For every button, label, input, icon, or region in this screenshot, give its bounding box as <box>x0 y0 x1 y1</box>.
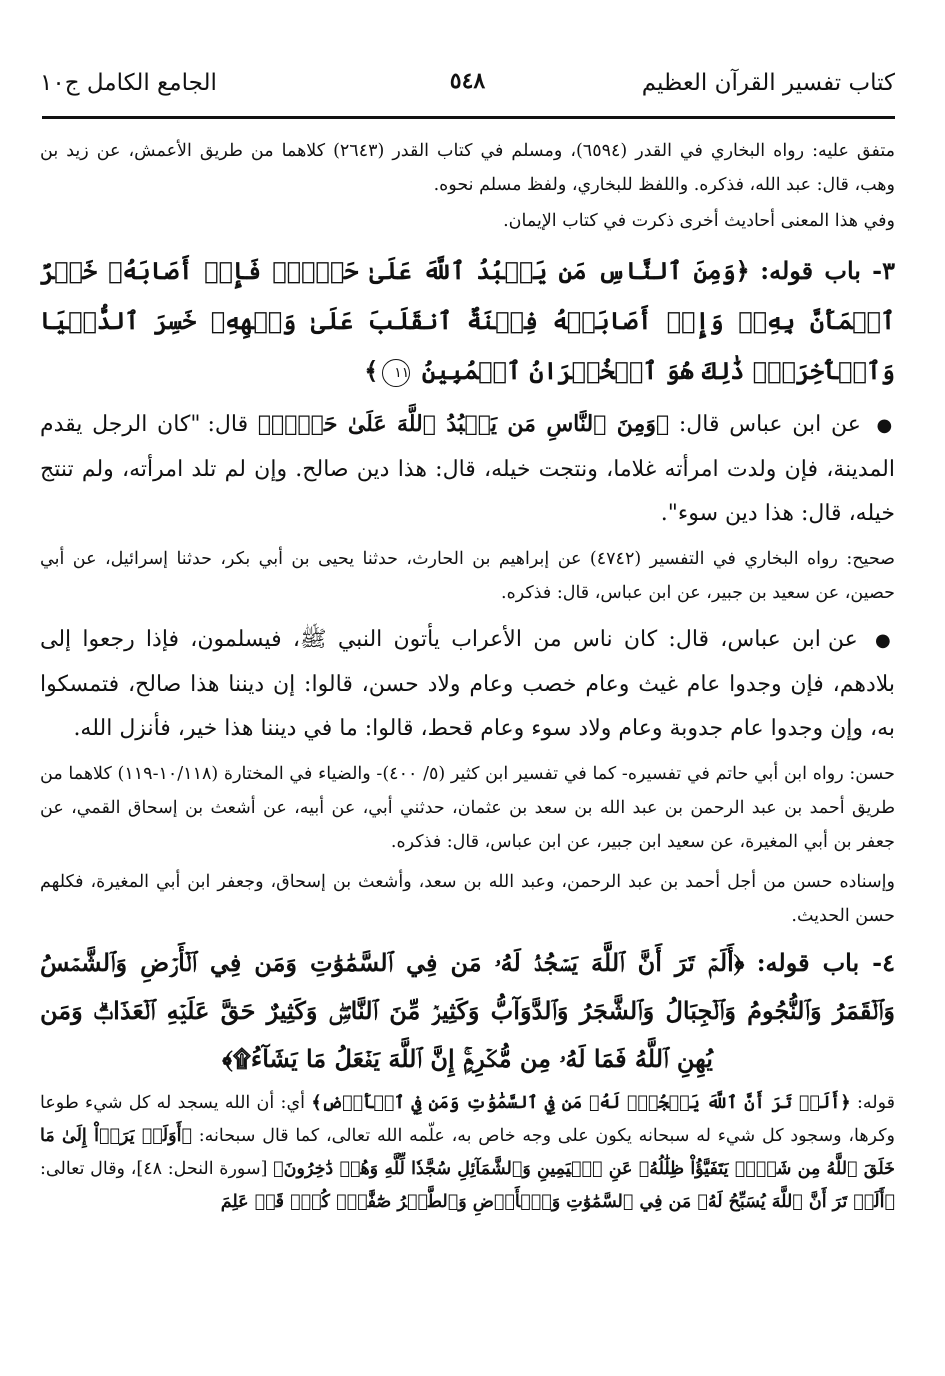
quran-verse: ﴿أَوَلَمۡ يَرَوۡاْ إِلَىٰ مَا خَلَقَ ٱللَّهُ مِن شَيۡءٖ يَتَفَيَّؤُاْ ظِلَٰلُهُۥ عَنِ ٱلۡيَمِينِ وَٱلشَّمَآئِلِ سُجَّدٗا لِّلَّهِ وَهُمۡ دَٰخِرُونَ﴾ <box>40 1126 895 1179</box>
hadith-text <box>40 618 895 751</box>
chapter-label: ٤- باب قوله: <box>756 948 895 977</box>
quran-verse: ﴿أَلَمۡ تَرَ أَنَّ ٱللَّهَ يُسَبِّحُ لَهُۥ مَن فِي ٱلسَّمَٰوَٰتِ وَٱلۡأَرۡضِ وَٱلطَّيۡرُ صَٰٓفَّٰتٖۖ كُلّٞ قَدۡ عَلِمَ <box>220 1192 895 1212</box>
volume-label: الجامع الكامل ج١٠ <box>40 70 217 96</box>
quran-verse: ﴿وَمِنَ ٱلنَّاسِ مَن يَعۡبُدُ ٱللَّهَ عَلَىٰ حَرۡفٖ﴾ <box>257 411 670 437</box>
hadith-body: قال: "كان الرجل يقدم المدينة، فإن ولدت امرأته غلاما، ونتجت خيله، قال: هذا دين صالح. وإن لم تلد امرأته، ولم تنتج خيله، قال: هذا دين سوء". <box>40 412 895 526</box>
book-title: كتاب تفسير القرآن العظيم <box>641 70 895 96</box>
chapter-heading <box>40 246 895 396</box>
takhrij-note: وفي هذا المعنى أحاديث أخرى ذكرت في كتاب الإيمان. <box>503 211 895 231</box>
takhrij-note: وإسناده حسن من أجل أحمد بن عبد الرحمن، وعبد الله بن سعد، وأشعث بن إسحاق، وجعفر ابن أبي المغيرة، فكلهم حسن الحديث. <box>40 872 895 926</box>
takhrij-note: صحيح: رواه البخاري في التفسير (٤٧٤٢) عن إبراهيم بن الحارث، حدثنا يحيى بن أبي بكر، حدثنا إسرائيل، عن أبي حصين، عن سعيد بن جبير، عن ابن عباس، قال: فذكره. <box>40 549 895 603</box>
page-number: ٥٤٨ <box>449 68 486 94</box>
tafsir-intro: قوله: <box>856 1093 895 1113</box>
quran-verse: ﴿وَمِنَ ٱلنَّاسِ مَن يَعۡبُدُ ٱللَّهَ عَلَىٰ حَرۡفٖۖ فَإِنۡ أَصَابَهُۥ خَيۡرٌ ٱطۡمَأَنَّ بِهِۦۖ وَإِنۡ أَصَابَتۡهُ فِتۡنَةٌ ٱنقَلَبَ عَلَىٰ وَجۡهِهِۦ خَسِرَ ٱلدُّنۡيَا وَٱلۡأٓخِرَةَۚ ذَٰلِكَ هُوَ ٱلۡخُسۡرَانُ ٱلۡمُبِينُ <box>40 256 895 385</box>
chapter-label: ٣- باب قوله: <box>760 256 895 285</box>
bullet-icon: ● <box>875 630 895 651</box>
takhrij-note: متفق عليه: رواه البخاري في القدر (٦٥٩٤)، ومسلم في كتاب القدر (٢٦٤٣) كلاهما من طريق الأعمش، عن زيد بن وهب، قال: عبد الله، فذكره. واللفظ للبخاري، ولفظ مسلم نحوه. <box>40 141 895 195</box>
quran-verse: ﴿أَلَمۡ تَرَ أَنَّ ٱللَّهَ يَسۡجُدُۤ لَهُۥ مَن فِي ٱلسَّمَٰوَٰتِ وَمَن فِي ٱلۡأَرۡضِ وَٱلشَّمۡسُ وَٱلۡقَمَرُ وَٱلنُّجُومُ وَٱلۡجِبَالُ وَٱلشَّجَرُ وَٱلدَّوَآبُّ وَكَثِيرٞ مِّنَ ٱلنَّاسِۖ وَكَثِيرٌ حَقَّ عَلَيۡهِ ٱلۡعَذَابُۗ وَمَن يُهِنِ ٱللَّهُ فَمَا لَهُۥ مِن مُّكۡرِمٍۚ إِنَّ ٱللَّهَ يَفۡعَلُ مَا يَشَآءُ۩﴾ <box>40 948 895 1073</box>
tafsir-text <box>40 1087 895 1219</box>
hadith-body: عن ابن عباس، قال: كان ناس من الأعراب يأتون النبي ﷺ، فيسلمون، فإذا رجعوا إلى بلادهم، فإن وجدوا عام غيث وعام خصب وعام ولاد حسن، قالوا: إن ديننا هذا صالح، فتمسكوا به، وإن وجدوا عام جدوبة وعام ولاد سوء وعام قحط، قالوا: ما في ديننا هذا خير، فأنزل الله. <box>40 627 895 741</box>
tafsir-body: أي: أن الله يسجد له كل شيء طوعا وكرها، وسجود كل شيء له سبحانه يكون على وجه خاص به، علّمه الله تعالى، كما قال سبحانه: <box>40 1093 895 1146</box>
surah-reference: [سورة النحل: ٤٨]، وقال تعالى: <box>40 1159 268 1179</box>
quran-verse: ﴿أَلَمۡ تَرَ أَنَّ ٱللَّهَ يَسۡجُدُۤ لَهُۥ مَن فِي ٱلسَّمَٰوَٰتِ وَمَن فِي ٱلۡأَرۡضِ﴾ <box>311 1093 851 1113</box>
page-header <box>40 60 895 104</box>
page-content <box>40 134 895 1219</box>
takhrij-note: حسن: رواه ابن أبي حاتم في تفسيره- كما في تفسير ابن كثير (٥/ ٤٠٠)- والضياء في المختارة (١٠/١١٨-١١٩) كلاهما من طريق أحمد بن عبد الرحمن بن عبد الله بن سعد بن عثمان، حدثني أبي، عن أبيه، عن أشعث بن إسحاق القمي، عن جعفر بن أبي المغيرة، عن سعيد ابن جبير، عن ابن عباس، قال: فذكره. <box>40 764 895 852</box>
quran-bracket: ﴾ <box>364 356 379 385</box>
hadith-text <box>40 402 895 536</box>
bullet-icon: ● <box>876 415 895 436</box>
ayah-number-marker: ١١ <box>382 359 410 387</box>
hadith-intro: عن ابن عباس قال: <box>678 412 861 437</box>
header-divider <box>42 116 895 119</box>
chapter-heading <box>40 939 895 1083</box>
